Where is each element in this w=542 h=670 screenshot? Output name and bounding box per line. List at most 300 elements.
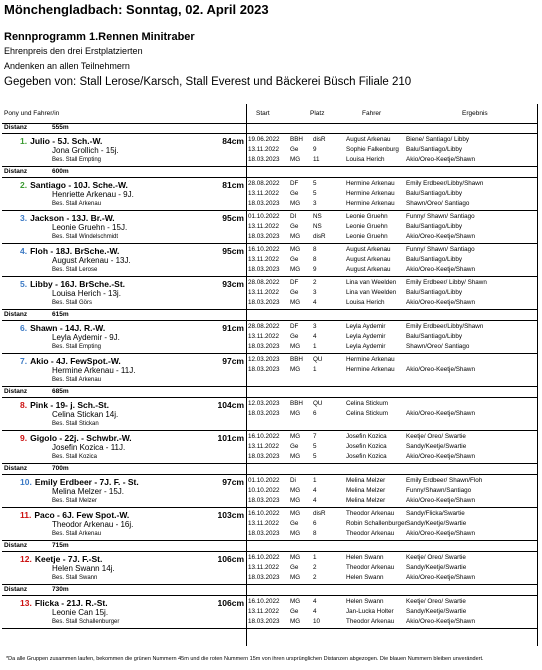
pony-height: 106cm <box>217 554 244 564</box>
entry-row <box>2 431 537 464</box>
result-line <box>246 232 537 241</box>
distance-label: Distanz <box>4 311 28 318</box>
horse-name <box>20 477 139 487</box>
column-header <box>2 104 537 124</box>
col-start: Start <box>256 110 270 117</box>
placing: disR <box>313 510 326 517</box>
horse-label: Shawn - 14J. R.-W. <box>30 323 106 333</box>
start-date: 18.03.2023 <box>248 343 280 350</box>
horse-label: Akio - 4J. FewSpot.-W. <box>30 356 121 366</box>
stable-owner: Bes. Stall Kozica <box>52 454 98 460</box>
column-divider <box>246 104 247 646</box>
start-number: 2. <box>20 180 28 190</box>
entry-row <box>2 211 537 244</box>
entry-row <box>2 321 537 354</box>
horse-name <box>20 213 115 223</box>
start-number: 4. <box>20 246 28 256</box>
start-date: 13.11.2022 <box>248 520 280 527</box>
horse-label: Libby - 16J. BrSche.-St. <box>30 279 126 289</box>
result-line <box>246 298 537 307</box>
placing: 4 <box>313 299 317 306</box>
stable-owner: Bes. Stall Windelschmidt <box>52 234 119 240</box>
horse-label: Floh - 18J. BrSche.-W. <box>30 246 120 256</box>
footnote: *Da alle Gruppen zusammen laufen, bekommen die grünen Nummern 45m und die roten Nummern 15m von ihren ursprünglichen Distanzen abgezogen. Die blauen Nummern bleiben unverändert. <box>6 656 484 662</box>
entry-row <box>2 475 537 508</box>
placing: 10 <box>313 618 321 625</box>
start-date: 18.03.2023 <box>248 233 280 240</box>
distance-row <box>2 310 537 321</box>
rider-name: Helen Swann 14j. <box>52 564 115 573</box>
distance-label: Distanz <box>4 124 28 131</box>
stable-owner: Bes. Stall Schallenburger <box>52 619 120 625</box>
placing: 1 <box>313 554 317 561</box>
pony-height: 93cm <box>222 279 244 289</box>
driver: Theodor Arkenau <box>346 618 395 625</box>
track: MG <box>290 433 301 440</box>
pony-height: 106cm <box>217 598 244 608</box>
start-number: 10. <box>20 477 32 487</box>
start-date: 18.03.2023 <box>248 530 280 537</box>
result-line <box>246 486 537 495</box>
result-line <box>246 145 537 154</box>
placing: 5 <box>313 190 317 197</box>
start-date: 12.03.2023 <box>248 356 280 363</box>
track: BBH <box>290 136 303 143</box>
result: Shawn/Oreo/ Santiago <box>406 200 470 207</box>
result: Sandy/Keetje/Swartie <box>406 564 467 571</box>
start-date: 13.11.2022 <box>248 564 280 571</box>
driver: Josefin Kozica <box>346 433 387 440</box>
stable-owner: Bes. Stall Görs <box>52 300 93 306</box>
result-line <box>246 155 537 164</box>
placing: disR <box>313 136 326 143</box>
driver: Leyla Aydemir <box>346 333 386 340</box>
entry-row <box>2 596 537 629</box>
horse-name <box>20 279 125 289</box>
track: BBH <box>290 400 303 407</box>
result: Keetje/ Oreo/ Swartie <box>406 554 466 561</box>
start-date: 13.11.2022 <box>248 146 280 153</box>
driver: Leyla Aydemir <box>346 343 386 350</box>
col-ergebnis: Ergebnis <box>462 110 488 117</box>
track: MG <box>290 200 301 207</box>
start-number: 6. <box>20 323 28 333</box>
result-line <box>246 573 537 582</box>
result: Akio/Oreo-Keetje/Shawn <box>406 410 475 417</box>
distance-value: 730m <box>52 586 69 593</box>
start-date: 19.06.2022 <box>248 136 280 143</box>
driver: Jan-Lucka Holter <box>346 608 394 615</box>
track: Ge <box>290 223 299 230</box>
track: Ge <box>290 520 299 527</box>
track: Ge <box>290 443 299 450</box>
driver: Hermine Arkenau <box>346 366 395 373</box>
driver: Hermine Arkenau <box>346 200 395 207</box>
entry-row <box>2 508 537 541</box>
result: Balu/Santiago/Libby <box>406 146 463 153</box>
horse-label: Santiago - 10J. Sche.-W. <box>30 180 128 190</box>
track: MG <box>290 487 301 494</box>
pony-height: 91cm <box>222 323 244 333</box>
result-line <box>246 288 537 297</box>
start-date: 01.10.2022 <box>248 213 280 220</box>
placing: 4 <box>313 497 317 504</box>
rider-name: Josefin Kozica - 11J. <box>52 443 126 452</box>
distance-row <box>2 387 537 398</box>
entry-row <box>2 178 537 211</box>
pony-height: 95cm <box>222 246 244 256</box>
result: Sandy/Keetje/Swartie <box>406 443 467 450</box>
stable-owner: Bes. Stall Stickan <box>52 421 99 427</box>
horse-name <box>20 246 119 256</box>
entry-row <box>2 552 537 585</box>
placing: 3 <box>313 323 317 330</box>
start-date: 16.10.2022 <box>248 598 280 605</box>
horse-label: Gigolo - 22j. - Schwbr.-W. <box>30 433 132 443</box>
rider-name: Theodor Arkenau - 16j. <box>52 520 134 529</box>
result-line <box>246 365 537 374</box>
start-date: 12.03.2023 <box>248 400 280 407</box>
driver: Sophie Falkenburg <box>346 146 399 153</box>
driver: Leonie Gruehn <box>346 223 388 230</box>
track: MG <box>290 453 301 460</box>
placing: 5 <box>313 180 317 187</box>
horse-name <box>20 400 109 410</box>
placing: 9 <box>313 266 317 273</box>
horse-label: Pink - 19- j. Sch.-St. <box>30 400 109 410</box>
result-line <box>246 529 537 538</box>
race-table <box>2 123 537 629</box>
horse-label: Emily Erdbeer - 7J. F. - St. <box>34 477 139 487</box>
prize-note: Ehrenpreis den drei Erstplatzierten <box>4 46 143 56</box>
result-line <box>246 496 537 505</box>
rider-name: August Arkenau - 13J. <box>52 256 131 265</box>
start-date: 13.11.2022 <box>248 333 280 340</box>
result: Akio/Oreo-Keetje/Shawn <box>406 233 475 240</box>
driver: Hermine Arkenau <box>346 180 395 187</box>
start-date: 01.10.2022 <box>248 477 280 484</box>
start-date: 18.03.2023 <box>248 410 280 417</box>
driver: Leonie Gruehn <box>346 233 388 240</box>
start-date: 18.03.2023 <box>248 299 280 306</box>
driver: Josefin Kozica <box>346 453 387 460</box>
track: Ge <box>290 190 299 197</box>
stable-owner: Bes. Stall Lerose <box>52 267 98 273</box>
entry-row <box>2 244 537 277</box>
driver: Josefin Kozica <box>346 443 387 450</box>
result: Akio/Oreo-Keetje/Shawn <box>406 366 475 373</box>
start-date: 13.11.2022 <box>248 256 280 263</box>
start-date: 18.03.2023 <box>248 497 280 504</box>
placing: 2 <box>313 564 317 571</box>
col-platz: Platz <box>310 110 325 117</box>
pony-height: 81cm <box>222 180 244 190</box>
placing: 5 <box>313 453 317 460</box>
placing: 3 <box>313 289 317 296</box>
rider-name: Melina Melzer - 15J. <box>52 487 125 496</box>
result: Emily Erdbeer/Libby/Shawn <box>406 323 484 330</box>
result: Emily Erdbeer/ Libby/ Shawn <box>406 279 487 286</box>
start-number: 1. <box>20 136 28 146</box>
pony-height: 97cm <box>222 477 244 487</box>
rider-name: Leonie Gruehn - 15J. <box>52 223 128 232</box>
track: MG <box>290 497 301 504</box>
driver: Melina Melzer <box>346 487 386 494</box>
track: DF <box>290 279 299 286</box>
horse-name <box>20 180 128 190</box>
pony-height: 101cm <box>217 433 244 443</box>
placing: 6 <box>313 410 317 417</box>
distance-label: Distanz <box>4 388 28 395</box>
track: Ge <box>290 608 299 615</box>
result-line <box>246 442 537 451</box>
placing: 8 <box>313 256 317 263</box>
placing: 4 <box>313 598 317 605</box>
result-line <box>246 519 537 528</box>
track: MG <box>290 299 301 306</box>
result-line <box>246 245 537 254</box>
driver: Lina van Weelden <box>346 279 397 286</box>
result: Funny/ Shawn/ Santiago <box>406 213 475 220</box>
distance-value: 615m <box>52 311 69 318</box>
rider-name: Jona Grollich - 15j. <box>52 146 119 155</box>
placing: 9 <box>313 146 317 153</box>
start-date: 16.10.2022 <box>248 246 280 253</box>
driver: Melina Melzer <box>346 477 386 484</box>
result-line <box>246 452 537 461</box>
stable-owner: Bes. Stall Arkenau <box>52 377 102 383</box>
start-date: 18.03.2023 <box>248 574 280 581</box>
start-date: 18.03.2023 <box>248 366 280 373</box>
horse-label: Flicka - 21J. R.-St. <box>34 598 108 608</box>
distance-row <box>2 167 537 178</box>
result: Akio/Oreo-Keetje/Shawn <box>406 453 475 460</box>
result-line <box>246 509 537 518</box>
placing: 8 <box>313 530 317 537</box>
track: Ge <box>290 146 299 153</box>
sponsor-note: Gegeben von: Stall Lerose/Karsch, Stall Everest und Bäckerei Büsch Filiale 210 <box>4 76 412 88</box>
distance-value: 715m <box>52 542 69 549</box>
horse-name <box>20 598 108 608</box>
result: Balu/Santiago/Libby <box>406 333 463 340</box>
driver: Hermine Arkenau <box>346 190 395 197</box>
result-line <box>246 278 537 287</box>
start-number: 13. <box>20 598 32 608</box>
result-line <box>246 355 537 364</box>
horse-label: Keetje - 7J. F.-St. <box>34 554 103 564</box>
start-date: 28.08.2022 <box>248 279 280 286</box>
entry-row <box>2 354 537 387</box>
horse-name <box>20 510 129 520</box>
result: Sandy/Keetje/Swartie <box>406 608 467 615</box>
result: Emily Erdbeer/Libby/Shawn <box>406 180 484 187</box>
start-date: 13.11.2022 <box>248 190 280 197</box>
result-line <box>246 212 537 221</box>
result-line <box>246 222 537 231</box>
result-line <box>246 179 537 188</box>
start-number: 9. <box>20 433 28 443</box>
track: MG <box>290 410 301 417</box>
driver: Theodor Arkenau <box>346 530 395 537</box>
result-line <box>246 342 537 351</box>
track: MG <box>290 618 301 625</box>
track: MG <box>290 233 301 240</box>
col-fahrer: Fahrer <box>362 110 382 117</box>
placing: 2 <box>313 574 317 581</box>
result-line <box>246 399 537 408</box>
driver: Theodor Arkenau <box>346 510 395 517</box>
col-pony: Pony und Fahrer/in <box>4 110 60 117</box>
driver: Louisa Herich <box>346 156 385 163</box>
result-line <box>246 409 537 418</box>
driver: August Arkenau <box>346 266 391 273</box>
track: DF <box>290 180 299 187</box>
distance-row <box>2 541 537 552</box>
page-title: Mönchengladbach: Sonntag, 02. April 2023 <box>4 2 269 17</box>
distance-row <box>2 123 537 134</box>
entry-row <box>2 398 537 431</box>
track: MG <box>290 366 301 373</box>
driver: Melina Melzer <box>346 497 386 504</box>
start-number: 7. <box>20 356 28 366</box>
driver: Robin Schallenburger <box>346 520 407 527</box>
result-line <box>246 553 537 562</box>
distance-row <box>2 585 537 596</box>
start-number: 11. <box>20 510 32 520</box>
placing: 6 <box>313 520 317 527</box>
rider-name: Leonie Can 15j. <box>52 608 109 617</box>
driver: Theodor Arkenau <box>346 564 395 571</box>
track: MG <box>290 554 301 561</box>
result: Akio/Oreo-Keetje/Shawn <box>406 574 475 581</box>
horse-label: Paco - 6J. Few Spot.-W. <box>34 510 130 520</box>
placing: 4 <box>313 487 317 494</box>
driver: Celina Stickum <box>346 400 388 407</box>
track: BBH <box>290 356 303 363</box>
horse-label: Jackson - 13J. Br.-W. <box>30 213 115 223</box>
result: Balu/Santiago/Libby <box>406 289 463 296</box>
track: MG <box>290 530 301 537</box>
stable-owner: Bes. Stall Melzer <box>52 498 98 504</box>
start-date: 18.03.2023 <box>248 266 280 273</box>
result-line <box>246 432 537 441</box>
track: MG <box>290 598 301 605</box>
placing: 7 <box>313 433 317 440</box>
result: Funny/Shawn/Santiago <box>406 487 472 494</box>
pony-height: 97cm <box>222 356 244 366</box>
result-line <box>246 597 537 606</box>
rider-name: Louisa Herich - 13j. <box>52 289 121 298</box>
track: Ge <box>290 289 299 296</box>
horse-name <box>20 433 132 443</box>
rider-name: Leyla Aydemir - 9J. <box>52 333 120 342</box>
stable-owner: Bes. Stall Swann <box>52 575 98 581</box>
result-line <box>246 563 537 572</box>
stable-owner: Bes. Stall Arkenau <box>52 531 102 537</box>
track: MG <box>290 343 301 350</box>
result-line <box>246 322 537 331</box>
start-date: 10.10.2022 <box>248 487 280 494</box>
stable-owner: Bes. Stall Empting <box>52 344 102 350</box>
entry-row <box>2 277 537 310</box>
driver: Leonie Gruehn <box>346 213 388 220</box>
horse-name <box>20 136 102 146</box>
track: DF <box>290 323 299 330</box>
placing: QU <box>313 356 323 363</box>
track: MG <box>290 156 301 163</box>
start-date: 18.03.2023 <box>248 453 280 460</box>
horse-name <box>20 554 102 564</box>
distance-row <box>2 464 537 475</box>
start-date: 18.03.2023 <box>248 156 280 163</box>
result: Balu/Santiago/Libby <box>406 190 463 197</box>
result: Akio/Oreo-Keetje/Shawn <box>406 497 475 504</box>
rider-name: Henriette Arkenau - 9J. <box>52 190 134 199</box>
start-date: 16.10.2022 <box>248 510 280 517</box>
souvenir-note: Andenken an allen Teilnehmern <box>4 61 130 71</box>
result-line <box>246 135 537 144</box>
start-date: 28.08.2022 <box>248 180 280 187</box>
driver: Helen Swann <box>346 574 384 581</box>
driver: Helen Swann <box>346 554 384 561</box>
pony-height: 84cm <box>222 136 244 146</box>
result-line <box>246 265 537 274</box>
result-line <box>246 189 537 198</box>
result: Shawn/Oreo/ Santiago <box>406 343 470 350</box>
pony-height: 103cm <box>217 510 244 520</box>
start-number: 5. <box>20 279 28 289</box>
track: MG <box>290 510 301 517</box>
start-date: 13.11.2022 <box>248 223 280 230</box>
pony-height: 95cm <box>222 213 244 223</box>
placing: 11 <box>313 156 320 163</box>
horse-name <box>20 323 105 333</box>
distance-label: Distanz <box>4 465 28 472</box>
driver: Helen Swann <box>346 598 384 605</box>
distance-value: 700m <box>52 465 69 472</box>
driver: Leyla Aydemir <box>346 323 386 330</box>
stable-owner: Bes. Stall Empting <box>52 157 102 163</box>
result-line <box>246 199 537 208</box>
track: Ge <box>290 256 299 263</box>
driver: August Arkenau <box>346 136 391 143</box>
result: Biene/ Santiago/ Libby <box>406 136 470 143</box>
distance-value: 600m <box>52 168 69 175</box>
placing: 3 <box>313 200 317 207</box>
result: Keetje/ Oreo/ Swartie <box>406 598 466 605</box>
placing: 4 <box>313 333 317 340</box>
placing: 5 <box>313 443 317 450</box>
track: Ge <box>290 564 299 571</box>
result: Balu/Santiago/Libby <box>406 256 463 263</box>
distance-value: 685m <box>52 388 69 395</box>
track: Ge <box>290 333 299 340</box>
track: DI <box>290 213 297 220</box>
pony-height: 104cm <box>217 400 244 410</box>
driver: Hermine Arkenau <box>346 356 395 363</box>
driver: August Arkenau <box>346 256 391 263</box>
track: MG <box>290 246 301 253</box>
distance-label: Distanz <box>4 586 28 593</box>
placing: disR <box>313 233 326 240</box>
result: Emily Erdbeer/ Shawn/Floh <box>406 477 483 484</box>
placing: 1 <box>313 477 317 484</box>
driver: August Arkenau <box>346 246 391 253</box>
placing: NS <box>313 223 322 230</box>
placing: 1 <box>313 366 317 373</box>
result: Sandy/Flicka/Swartie <box>406 510 465 517</box>
result: Akio/Oreo-Keetje/Shawn <box>406 299 475 306</box>
